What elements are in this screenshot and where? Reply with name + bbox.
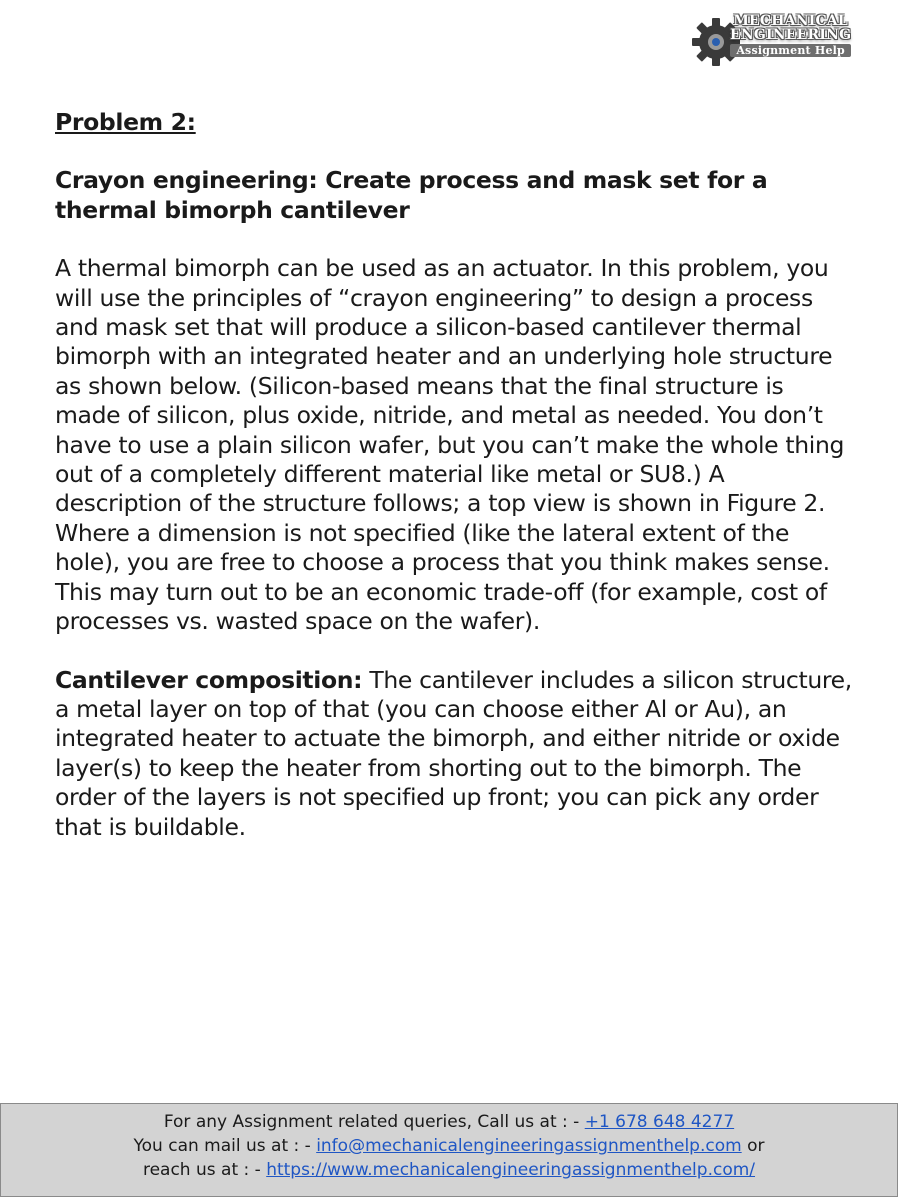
brand-logo — [690, 10, 860, 72]
footer-call-text: For any Assignment related queries, Call us at : - — [163, 1112, 585, 1132]
spacer — [55, 225, 855, 254]
spacer — [55, 637, 855, 666]
intro-paragraph: A thermal bimorph can be used as an actuator. In this problem, you will use the principles of “crayon engineering” to design a process and mask set that will produce a silicon-based cantilever thermal bimorph with an integrated heater and an underlying hole structure as shown below. (Silicon-based means that the final structure is made of silicon, plus oxide, nitride, and metal as needed. You don’t have to use a plain silicon wafer, but you can’t make the whole thing out of a completely different material like metal or SU8.) A description of the structure follows; a top view is shown in Figure 2. Where a dimension is not specified (like the lateral extent of the hole), you are free to choose a process that you think makes sense. This may turn out to be an economic trade-off (for example, cost of processes vs. wasted space on the wafer). — [55, 254, 845, 636]
footer-reach-text: reach us at : - — [142, 1160, 267, 1180]
email-link[interactable]: info@mechanicalengineeringassignmenthelp.com — [316, 1136, 742, 1156]
brand-line-3: Assignment Help — [730, 44, 851, 57]
spacer — [55, 137, 855, 166]
footer-mail-line — [1, 1134, 897, 1158]
composition-lead: Cantilever composition: — [55, 665, 363, 694]
website-link[interactable]: https://www.mechanicalengineeringassignmenthelp.com/ — [266, 1160, 756, 1180]
brand-line-1: MECHANICAL — [733, 13, 848, 29]
footer-mail-text: You can mail us at : - — [133, 1136, 317, 1156]
footer-mail-suffix: or — [741, 1136, 765, 1156]
composition-body: The cantilever includes a silicon structure, a metal layer on top of that (you can choose either Al or Au), an integrated heater to actuate the bimorph, and either nitride or oxide layer(s) to keep the heater from shorting out to the bimorph. The order of the layers is not specified up front; you can pick any order that is buildable. — [55, 665, 852, 841]
composition-paragraph — [55, 666, 855, 842]
brand-line-2: ENGINEERING — [730, 27, 852, 43]
contact-footer — [0, 1103, 898, 1197]
phone-link[interactable]: +1 678 648 4277 — [584, 1112, 735, 1132]
brand-wordmark — [730, 14, 851, 57]
document-body — [55, 108, 855, 842]
footer-reach-line — [1, 1158, 897, 1182]
problem-heading: Problem 2: — [55, 108, 196, 136]
footer-call-line — [1, 1110, 897, 1134]
problem-subtitle: Crayon engineering: Create process and mask set for a thermal bimorph cantilever — [55, 166, 768, 224]
